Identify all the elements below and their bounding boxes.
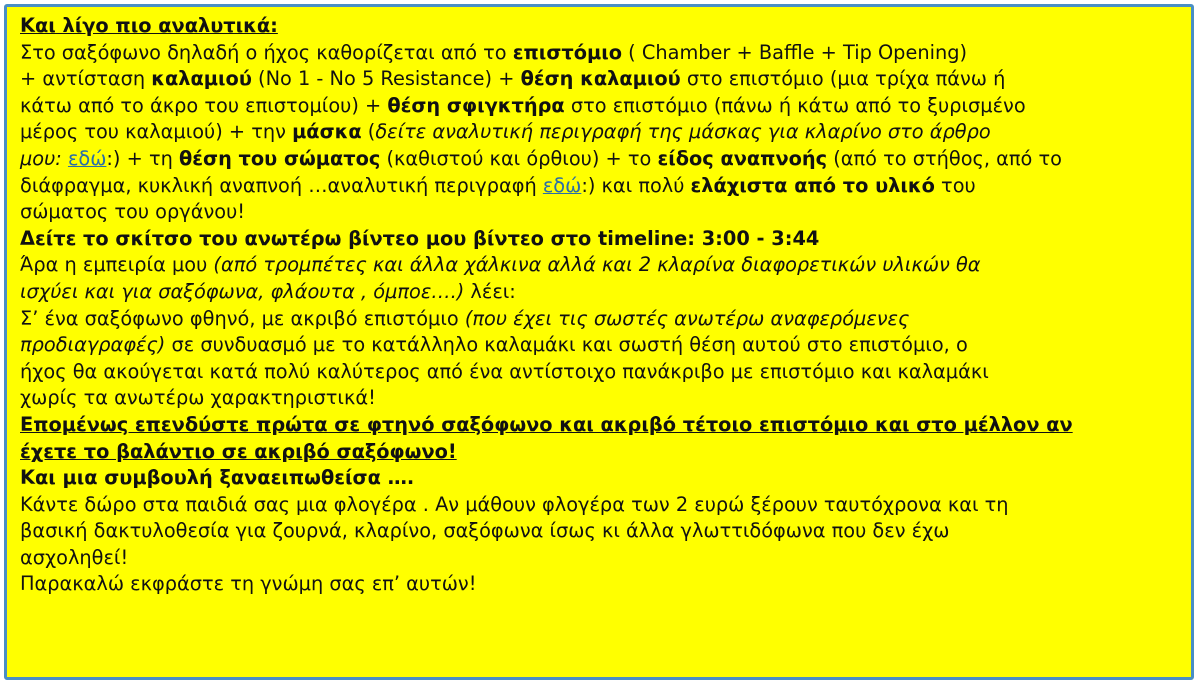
styled-text: επιστόμιο <box>512 40 623 64</box>
text-line <box>20 173 1188 200</box>
styled-text: Δείτε το σκίτσο του ανωτέρω βίντεο μου βίντεο στο timeline: 3:00 - 3:44 <box>20 226 820 250</box>
text-segment: σώματος του οργάνου! <box>20 200 246 224</box>
styled-text: έχετε το βαλάντιο σε ακριβό σαξόφωνο! <box>20 439 457 463</box>
text-segment: μέρος του καλαμιού) + την <box>20 120 293 144</box>
text-segment: Κάντε δώρο στα παιδιά σας μια φλογέρα . Αν μάθουν φλογέρα των 2 ευρώ ξέρουν ταυτόχρονα και τη <box>20 492 1009 516</box>
styled-text: ισχύει και για σαξόφωνα, φλάουτα , όμποε….) <box>20 279 465 303</box>
article-text <box>20 13 1192 598</box>
text-segment: ( Chamber + Baffle + Tip Opening) <box>622 40 968 64</box>
text-segment: Στο σαξόφωνο δηλαδή ο ήχος καθορίζεται από το <box>20 40 513 64</box>
styled-text: μου: <box>20 146 68 170</box>
here-link[interactable]: εδώ <box>542 173 582 197</box>
text-line <box>20 66 1188 93</box>
styled-text: είδος αναπνοής <box>657 146 828 170</box>
text-line <box>20 492 1188 519</box>
styled-text: Και λίγο πιο αναλυτικά: <box>20 14 278 37</box>
text-line <box>20 545 1188 572</box>
text-line <box>20 119 1188 146</box>
styled-text: ελάχιστα από το υλικό <box>690 173 935 197</box>
text-line <box>20 465 1188 492</box>
text-line <box>20 359 1188 386</box>
text-line <box>20 439 1188 466</box>
styled-text: δείτε αναλυτική περιγραφή της μάσκας για κλαρίνο στο άρθρο <box>375 120 991 144</box>
text-segment: + αντίσταση <box>20 67 152 91</box>
styled-text: θέση του σώματος <box>178 146 381 170</box>
styled-text: μάσκα <box>292 120 362 144</box>
text-segment: (καθιστού και όρθιου) + το <box>380 146 658 170</box>
text-segment: :) και πολύ <box>581 173 691 197</box>
text-line <box>20 385 1188 412</box>
text-segment: χωρίς τα ανωτέρω χαρακτηριστικά! <box>20 386 376 410</box>
text-segment: βασική δακτυλοθεσία για ζουρνά, κλαρίνο, σαξόφωνα ίσως κι άλλα γλωττιδόφωνα που δεν έχω <box>20 519 950 543</box>
text-line <box>20 13 1188 40</box>
text-line <box>20 279 1188 306</box>
text-segment: λέει: <box>464 279 516 303</box>
text-line <box>20 93 1188 120</box>
styled-text: Επομένως επενδύστε πρώτα σε φτηνό σαξόφωνο και ακριβό τέτοιο επιστόμιο και στο μέλλον αν <box>20 412 1073 436</box>
text-segment: κάτω από το άκρο του επιστομίου) + <box>20 93 388 117</box>
text-line <box>20 40 1188 67</box>
text-line <box>20 332 1188 359</box>
text-segment: Σ’ ένα σαξόφωνο φθηνό, με ακριβό επιστόμιο <box>20 306 465 330</box>
text-line <box>20 199 1188 226</box>
text-line <box>20 412 1188 439</box>
text-segment: Άρα η εμπειρία μου <box>20 253 214 277</box>
text-panel <box>4 4 1194 680</box>
styled-text: προδιαγραφές) <box>20 333 166 357</box>
styled-text: θέση σφιγκτήρα <box>387 93 565 117</box>
text-segment: ήχος θα ακούγεται κατά πολύ καλύτερος από ένα αντίστοιχο πανάκριβο με επιστόμιο και καλαμάκι <box>20 359 989 383</box>
text-segment: του <box>934 173 976 197</box>
text-segment: (από το στήθος, από το <box>827 146 1062 170</box>
text-segment: (No 1 - No 5 Resistance) + <box>251 67 521 91</box>
text-line <box>20 226 1188 253</box>
text-line <box>20 252 1188 279</box>
text-line <box>20 518 1188 545</box>
here-link[interactable]: εδώ <box>67 146 107 170</box>
styled-text: θέση καλαμιού <box>520 67 681 91</box>
text-segment: Παρακαλώ εκφράστε τη γνώμη σας επ’ αυτών! <box>20 572 477 596</box>
text-line <box>20 146 1188 173</box>
styled-text: καλαμιού <box>151 67 252 91</box>
styled-text: (από τρομπέτες και άλλα χάλκινα αλλά και 2 κλαρίνα διαφορετικών υλικών θα <box>213 253 981 277</box>
text-segment: ασχοληθεί! <box>20 545 129 569</box>
text-segment: στο επιστόμιο (μια τρίχα πάνω ή <box>680 67 1006 91</box>
styled-text: Και μια συμβουλή ξαναειπωθείσα …. <box>20 466 415 490</box>
text-line <box>20 571 1188 598</box>
text-segment: στο επιστόμιο (πάνω ή κάτω από το ξυρισμένο <box>564 93 1026 117</box>
text-segment: διάφραγμα, κυκλική αναπνοή …αναλυτική περιγραφή <box>20 173 543 197</box>
styled-text: (που έχει τις σωστές ανωτέρω αναφερόμενες <box>464 306 910 330</box>
text-segment: ( <box>361 120 376 144</box>
text-line <box>20 306 1188 333</box>
text-segment: :) + τη <box>106 146 179 170</box>
text-segment: σε συνδυασμό με το κατάλληλο καλαμάκι και σωστή θέση αυτού στο επιστόμιο, ο <box>165 333 968 357</box>
